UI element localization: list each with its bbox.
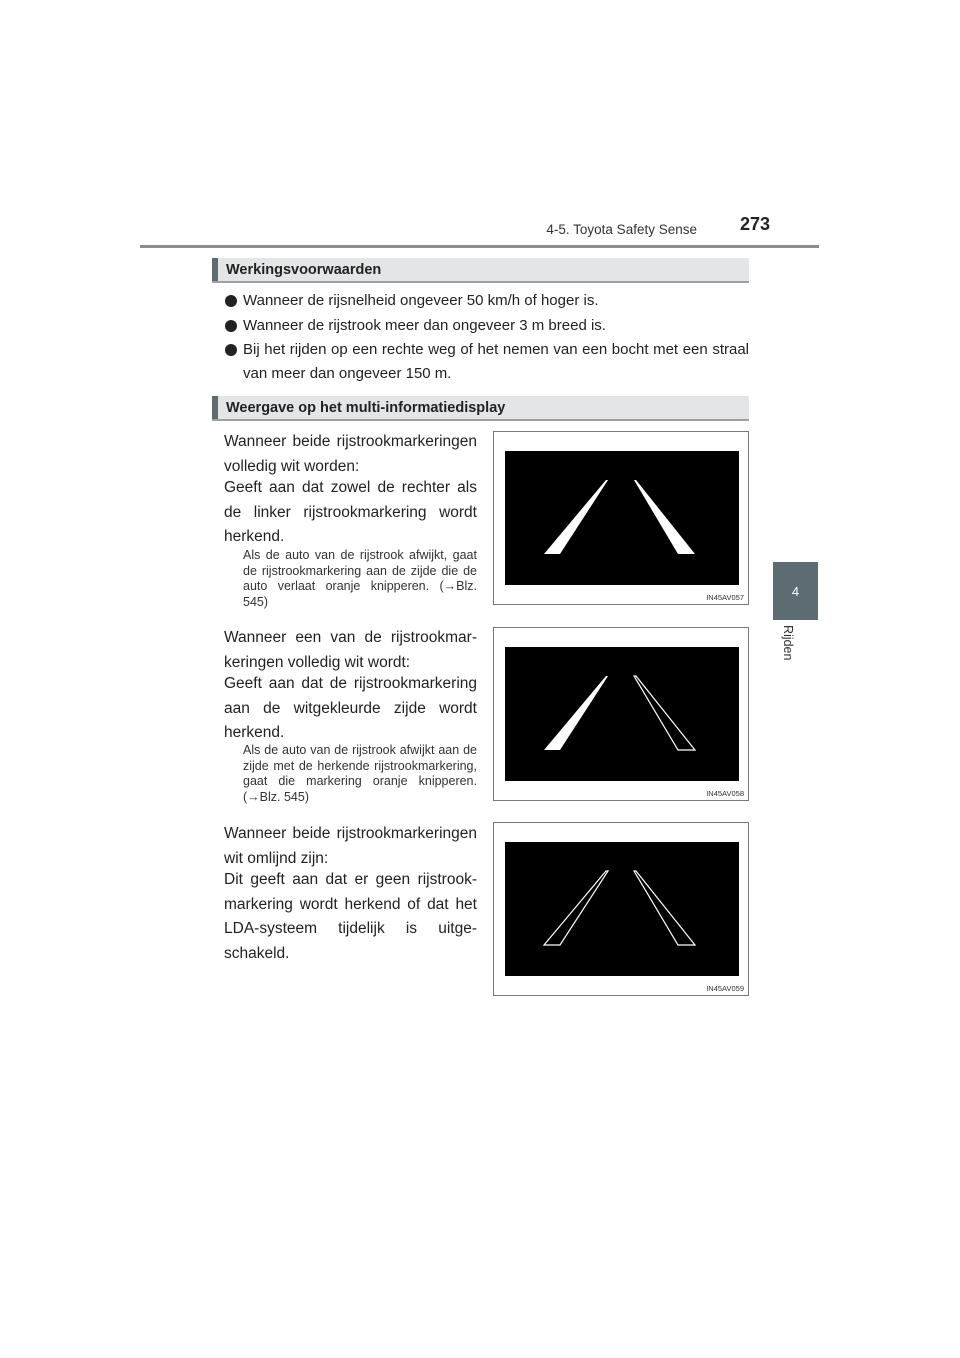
condition-text: Wanneer een van de rijstrookmarkeringen volledig wit wordt: [224, 629, 477, 671]
chapter-tab: 4 [773, 562, 818, 620]
section-heading-text: Werkingsvoorwaarden [226, 262, 382, 278]
section-heading-conditions [212, 258, 749, 283]
section-heading-display [212, 396, 749, 421]
bullet-icon [225, 320, 237, 332]
right-lane-marking-outline [634, 871, 695, 945]
note-text: Als de auto van de rijstrook afwijkt aan de zijde met de herkende rijstrookmarkering, gaat die markering oranje knipperen. (→Blz. 545) [243, 743, 477, 804]
figure-code: IN45AV058 [706, 789, 744, 798]
left-lane-marking-outline [544, 871, 608, 945]
condition-text: Wanneer beide rijstrookmarkeringen volledig wit worden: [224, 433, 477, 475]
bullet-icon [225, 344, 237, 356]
page-number: 273 [740, 214, 771, 234]
display-figure-both-solid [493, 431, 749, 605]
chapter-label: Rijden [781, 625, 795, 661]
condition-text: Wanneer beide rijstrookmarkeringen wit omlijnd zijn: [224, 825, 477, 867]
left-lane-marking-solid [544, 676, 608, 750]
display-screen [505, 842, 739, 976]
running-header: 4-5. Toyota Safety Sense [546, 222, 697, 237]
display-figure-both-outlined [493, 822, 749, 996]
figure-code: IN45AV059 [706, 984, 744, 993]
note-text: Als de auto van de rijstrook afwijkt, gaat de rijstrookmarkering aan de zijde die de auto verlaat oranje knipperen. (→Blz. 545) [243, 548, 477, 609]
figure-code: IN45AV057 [706, 593, 744, 602]
list-item: Wanneer de rijstrook meer dan ongeveer 3 m breed is. [225, 314, 749, 338]
meaning-text: Dit geeft aan dat er geen rijstrookmarkering wordt herkend of dat het LDA-systeem tijdelijk is uitgeschakeld. [224, 871, 477, 962]
display-screen [505, 451, 739, 585]
header-divider [140, 245, 819, 248]
section-heading-text: Weergave op het multi-informatiedisplay [226, 400, 506, 416]
bullet-icon [225, 295, 237, 307]
meaning-text: Geeft aan dat de rijstrookmarkering aan de witgekleurde zijde wordt herkend. [224, 675, 477, 741]
display-screen [505, 647, 739, 781]
right-lane-marking-outline [634, 676, 695, 750]
right-lane-marking-solid [634, 480, 695, 554]
list-item: Bij het rijden op een rechte weg of het nemen van een bocht met een straal van meer dan ongeveer 150 m. [225, 338, 749, 386]
list-item: Wanneer de rijsnelheid ongeveer 50 km/h of hoger is. [225, 289, 749, 313]
display-figure-one-solid [493, 627, 749, 801]
left-lane-marking-solid [544, 480, 608, 554]
meaning-text: Geeft aan dat zowel de rechter als de linker rijstrookmarkering wordt herkend. [224, 479, 477, 545]
